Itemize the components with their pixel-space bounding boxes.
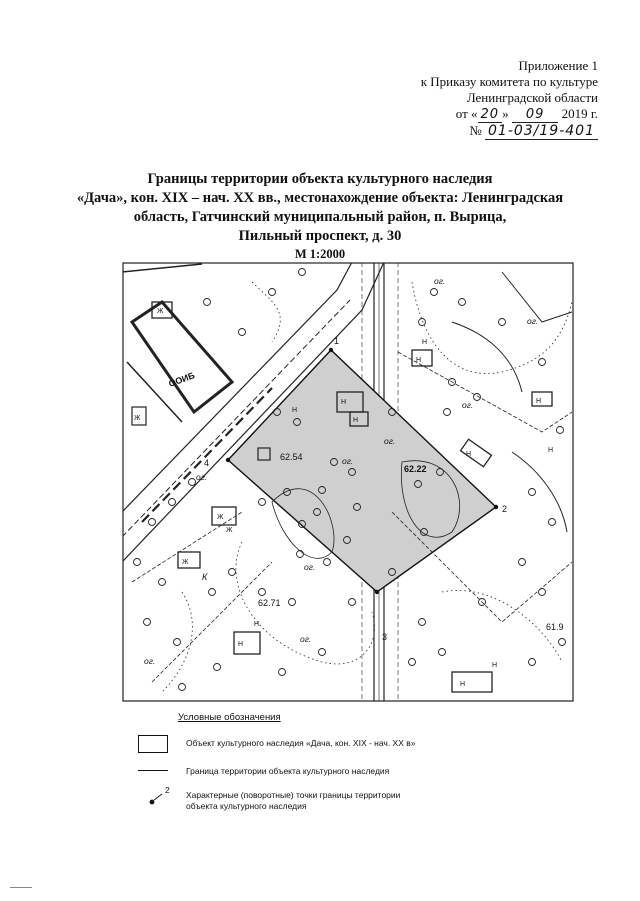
order-date: от « 20 » 09 2019 г. bbox=[455, 106, 598, 122]
legend-text: Характерные (поворотные) точки границы территории объекта культурного наследия bbox=[186, 790, 401, 811]
map-scale: М 1:2000 bbox=[294, 247, 346, 261]
building-label: Н bbox=[353, 417, 359, 424]
building-label: Н bbox=[238, 641, 244, 648]
elevation-label: 62.71 bbox=[258, 598, 281, 608]
zone-label: ог. bbox=[196, 472, 208, 482]
building-label: Н bbox=[341, 399, 347, 406]
legend-text: Объект культурного наследия «Дача, кон. XIX - нач. XX в» bbox=[186, 738, 416, 748]
building-label: Ж bbox=[182, 559, 189, 566]
building-label: Н bbox=[422, 339, 428, 346]
building-label: Н bbox=[536, 398, 542, 405]
date-month: 09 bbox=[512, 107, 559, 123]
legend-title: Условные обозначения bbox=[178, 712, 281, 723]
order-reference: к Приказу комитета по культуре bbox=[420, 74, 598, 89]
legend-line-symbol bbox=[138, 770, 168, 771]
legend-rectangle-symbol bbox=[138, 735, 168, 753]
elevation-label: 62.54 bbox=[280, 452, 303, 462]
zone-label: ог. bbox=[527, 316, 539, 326]
region-name: Ленинградской области bbox=[466, 90, 598, 105]
building-label: Н bbox=[460, 681, 466, 688]
building-label: Ж bbox=[226, 527, 233, 534]
elevation-label: 61.9 bbox=[546, 622, 564, 632]
cadastral-map bbox=[122, 262, 574, 702]
corner-point-4 bbox=[226, 458, 230, 462]
legend-text: Граница территории объекта культурного наследия bbox=[186, 766, 390, 776]
annex-label: Приложение 1 bbox=[518, 58, 598, 73]
building-label: Ж bbox=[134, 415, 141, 422]
page-edge-mark bbox=[10, 887, 32, 888]
building-label: Н bbox=[416, 357, 422, 364]
corner-point-2 bbox=[494, 505, 498, 509]
building-label: Н bbox=[254, 621, 260, 628]
date-day: 20 bbox=[478, 107, 503, 123]
legend-item-heritage-object bbox=[138, 735, 598, 757]
zone-label: ог. bbox=[304, 562, 316, 572]
corner-label-3: 3 bbox=[382, 632, 388, 642]
order-number: № 01-03/19-401 bbox=[421, 123, 598, 139]
building-label: Н bbox=[492, 662, 498, 669]
legend-point-symbol bbox=[142, 786, 176, 808]
legend-item-corner-points bbox=[138, 786, 598, 816]
building-label: Н bbox=[292, 407, 298, 414]
document-title: Границы территории объекта культурного наследия «Дача», кон. XIX – нач. XX вв., местонахождение объекта: Ленинградская область, Гатчинский муниципальный район, п. Вырица, Пильный проспект, д. 30 bbox=[76, 171, 564, 244]
corner-point-1 bbox=[329, 348, 333, 352]
elevation-label: 62.22 bbox=[404, 464, 427, 474]
corner-label-2: 2 bbox=[502, 504, 508, 514]
zone-label: ог. bbox=[342, 456, 354, 466]
zone-label: ог. bbox=[462, 400, 474, 410]
corner-point-3 bbox=[375, 590, 379, 594]
misc-map-label: К bbox=[202, 572, 208, 582]
zone-label: ог. bbox=[144, 656, 156, 666]
date-year: 2019 г. bbox=[561, 106, 598, 121]
building-label: Ж bbox=[157, 308, 164, 315]
misc-map-label: ООИБ bbox=[167, 370, 197, 389]
zone-label: ог. bbox=[300, 634, 312, 644]
building-label: Ж bbox=[217, 514, 224, 521]
annex-header bbox=[421, 58, 598, 139]
zone-label: ог. bbox=[384, 436, 396, 446]
corner-label-4: 4 bbox=[204, 458, 210, 468]
zone-label: ог. bbox=[434, 276, 446, 286]
building-label: Н bbox=[548, 447, 554, 454]
legend-item-boundary-line bbox=[138, 765, 598, 781]
order-number-value: 01-03/19-401 bbox=[485, 123, 598, 140]
building-label: Н bbox=[466, 451, 472, 458]
corner-label-1: 1 bbox=[334, 336, 340, 346]
legend-point-number: 2 bbox=[165, 785, 170, 795]
